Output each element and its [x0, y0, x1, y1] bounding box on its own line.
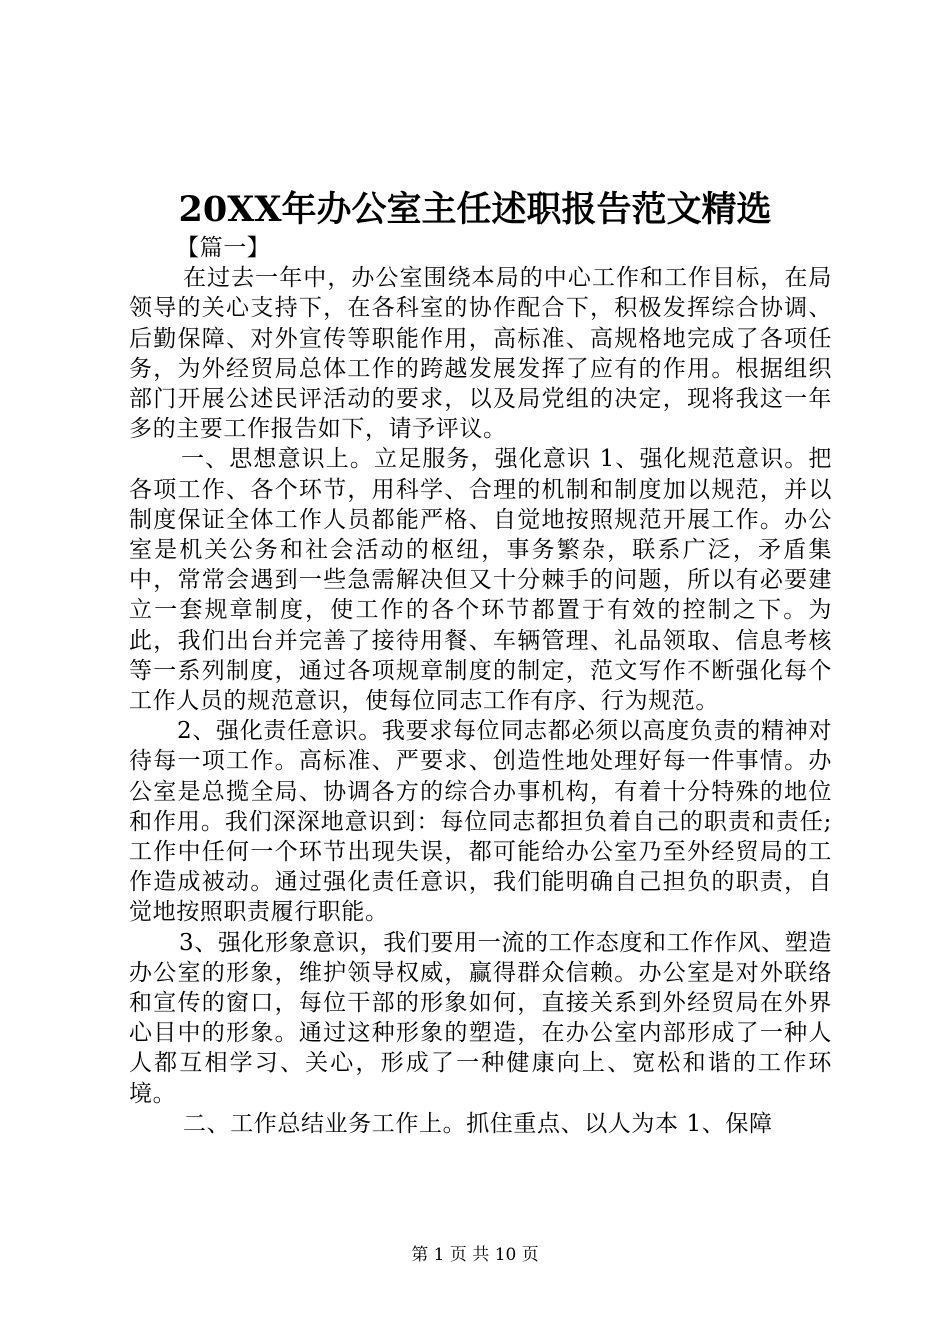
paragraph-ideology: 一、思想意识上。立足服务，强化意识 1、强化规范意识。把各项工作、各个环节，用科学、合理的机制和制度加以规范，并以制度保证全体工作人员都能严格、自觉地按照规范开展工作。办公室是机关公务和社会活动的枢纽，事务繁杂，联系广泛，矛盾集中，常常会遇到一些急需解决但又十分棘手的问题，所以有必要建立一套规章制度，使工作的各个环节都置于有效的控制之下。为此，我们出台并完善了接待用餐、车辆管理、礼品领取、信息考核等一系列制度，通过各项规章制度的制定，范文写作不断强化每个工作人员的规范意识，使每位同志工作有序、行为规范。: [129, 446, 832, 715]
paragraph-work-summary: 二、工作总结业务工作上。抓住重点、以人为本 1、保障: [183, 1110, 773, 1137]
document-body: [129, 233, 832, 1139]
page-footer: 第 1 页 共 10 页: [411, 1245, 539, 1265]
paragraph-image: 3、强化形象意识，我们要用一流的工作态度和工作作风、塑造办公室的形象，维护领导权威，赢得群众信赖。办公室是对外联络和宣传的窗口，每位干部的形象如何，直接关系到外经贸局在外界心目中的形象。通过这种形象的塑造，在办公室内部形成了一种人人都互相学习、关心，形成了一种健康向上、宽松和谐的工作环境。: [129, 929, 832, 1107]
paragraph-responsibility: 2、强化责任意识。我要求每位同志都必须以高度负责的精神对待每一项工作。高标准、严要求、创造性地处理好每一件事情。办公室是总揽全局、协调各方的综合办事机构，有着十分特殊的地位和作用。我们深深地意识到：每位同志都担负着自己的职责和责任;工作中任何一个环节出现失误，都可能给办公室乃至外经贸局的工作造成被动。通过强化责任意识，我们能明确自己担负的职责，自觉地按照职责履行职能。: [129, 718, 832, 926]
section-label: 【篇一】: [176, 235, 271, 261]
document-title: 20XX年办公室主任述职报告范文精选: [178, 189, 772, 230]
paragraph-intro: 在过去一年中，办公室围绕本局的中心工作和工作目标，在局领导的关心支持下，在各科室的协作配合下，积极发挥综合协调、后勤保障、对外宣传等职能作用，高标准、高规格地完成了各项任务，为外经贸局总体工作的跨越发展发挥了应有的作用。根据组织部门开展公述民评活动的要求，以及局党组的决定，现将我这一年多的主要工作报告如下，请予评议。: [129, 265, 832, 443]
